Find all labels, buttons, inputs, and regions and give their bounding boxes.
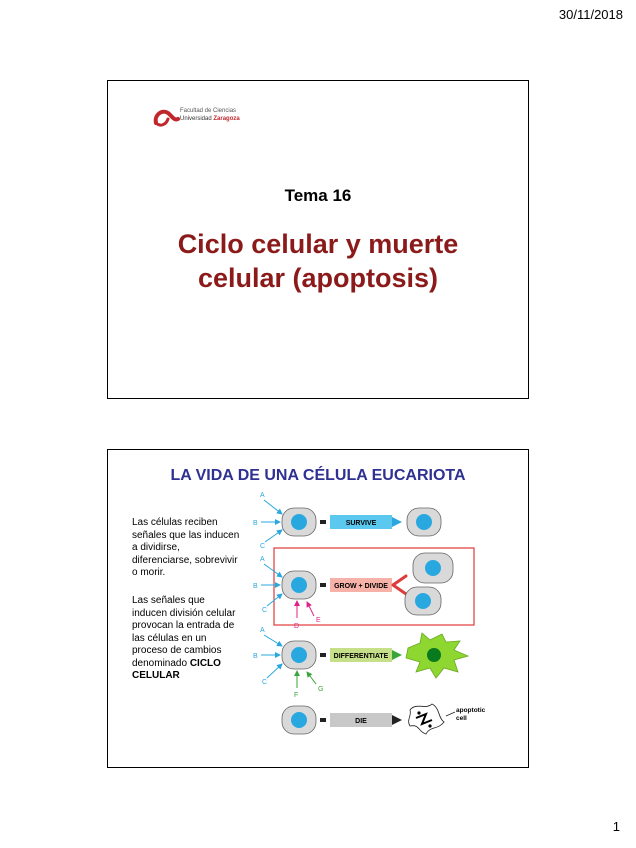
differentiate-row — [253, 627, 468, 699]
die-label: DIE — [355, 718, 367, 725]
apoptotic-label: apoptotic — [456, 707, 486, 714]
tema-label: Tema 16 — [284, 186, 352, 205]
signal-a-label: A — [260, 627, 265, 634]
signal-d-label: D — [294, 623, 300, 630]
survive-label: SURVIVE — [345, 520, 377, 527]
signal-b-label: B — [253, 653, 258, 660]
page-date: 30/11/2018 — [558, 7, 623, 22]
signal-c-label: C — [262, 607, 268, 614]
apoptotic-cell-icon — [409, 704, 444, 734]
university-logo — [152, 105, 252, 135]
signal-a-label: A — [260, 492, 265, 499]
signal-c-label: C — [260, 543, 266, 550]
signal-c-label: C — [262, 679, 268, 686]
logo-text-university: Universidad Zaragoza — [180, 116, 240, 122]
signal-b-label: B — [253, 520, 258, 527]
die-row — [282, 704, 486, 734]
logo-text-faculty: Facultad de Ciencias — [180, 108, 237, 114]
differentiate-label: DIFFERENTIATE — [333, 653, 389, 660]
page-number: 1 — [612, 819, 620, 834]
slide-title — [107, 80, 529, 399]
paragraph-cell-cycle: Las señales que inducen división celular provocan la entrada de las células en un proceso de cambios denominado CICLO CELULAR — [132, 595, 236, 681]
paragraph-signals: Las células reciben señales que las inducen a dividirse, diferenciarse, sobrevivir o morir. — [132, 517, 240, 578]
slide-main-title: Ciclo celular y muerte celular (apoptosis) — [177, 229, 459, 293]
grow-divide-label: GROW + DIVIDE — [334, 583, 388, 590]
survive-row — [253, 492, 441, 550]
cell-fate-diagram — [250, 488, 486, 763]
signal-g-label: G — [318, 686, 324, 693]
apoptotic-cell-label: cell — [456, 715, 467, 722]
signal-e-label: E — [316, 617, 321, 624]
signal-a-label: A — [260, 556, 265, 563]
signal-b-label: B — [253, 583, 258, 590]
slide-title: LA VIDA DE UNA CÉLULA EUCARIOTA — [170, 467, 466, 484]
slide-cell-life — [107, 449, 529, 768]
logo-symbol-icon — [152, 105, 180, 131]
grow-divide-row — [253, 548, 474, 630]
signal-f-label: F — [294, 692, 299, 699]
